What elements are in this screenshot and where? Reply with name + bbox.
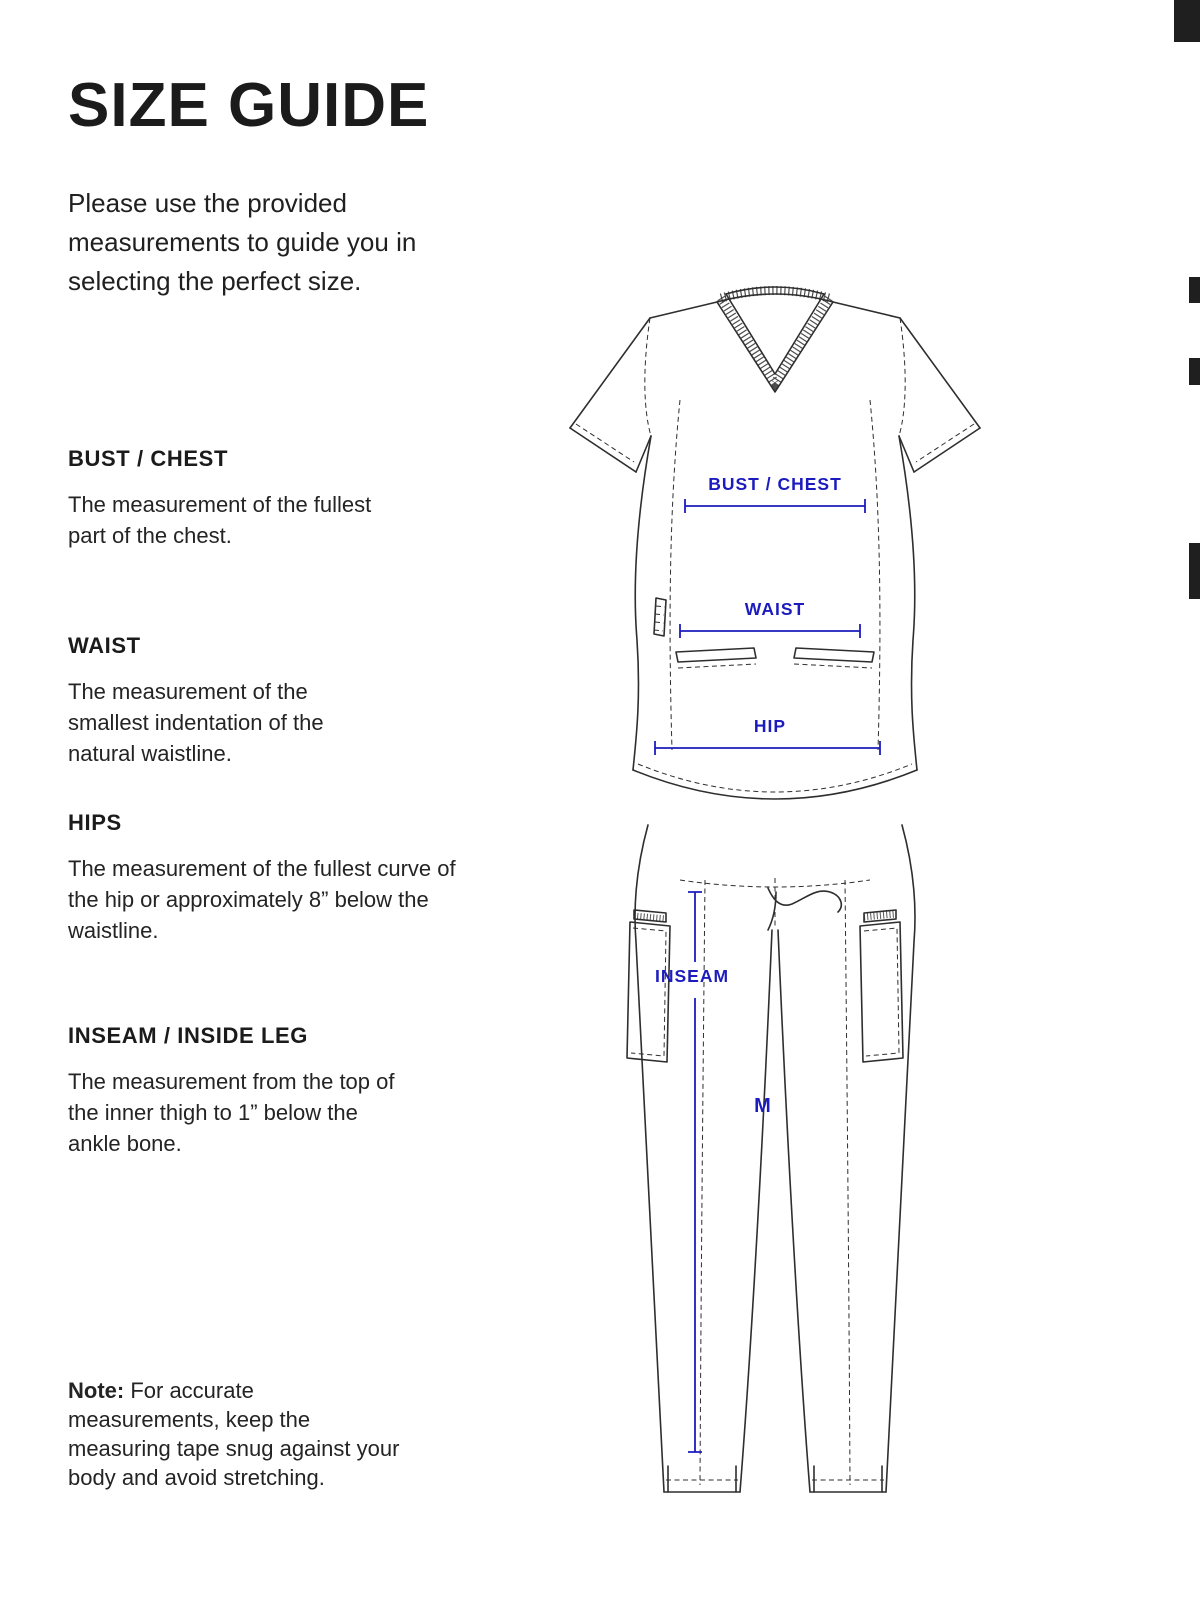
section-inseam	[68, 1023, 410, 1159]
waist-dimension-line	[680, 624, 860, 638]
page-edge-mark	[1189, 543, 1200, 599]
section-body: The measurement of the smallest indentation of the natural waistline.	[68, 679, 324, 766]
section-heading: BUST / CHEST	[68, 446, 228, 471]
page-edge-mark	[1174, 0, 1200, 42]
note-text: For accurate measurements, keep the measuring tape snug against your body and avoid stretching.	[68, 1378, 400, 1490]
section-heading: WAIST	[68, 633, 141, 658]
section-heading: HIPS	[68, 810, 122, 835]
waist-measurement-label: WAIST	[744, 599, 806, 619]
page-edge-mark	[1189, 358, 1200, 385]
section-body: The measurement from the top of the inner thigh to 1” below the ankle bone.	[68, 1069, 395, 1156]
inseam-measurement-label: INSEAM	[654, 966, 730, 986]
section-heading: INSEAM / INSIDE LEG	[68, 1023, 308, 1048]
section-waist	[68, 633, 380, 769]
measurement-annotations	[655, 474, 880, 1452]
scrub-pants-outline	[627, 825, 915, 1492]
section-hips	[68, 810, 460, 946]
page-title: SIZE GUIDE	[68, 71, 430, 140]
collar-ribbing	[721, 291, 829, 384]
section-body: The measurement of the fullest curve of the hip or approximately 8” below the waistline.	[68, 856, 456, 943]
section-bust	[68, 446, 380, 551]
bust-dimension-line	[685, 499, 865, 513]
pocket-tab-ribbing	[634, 914, 896, 919]
bust-measurement-label: BUST / CHEST	[708, 474, 842, 494]
measurement-note	[68, 1376, 406, 1492]
hip-measurement-label: HIP	[753, 716, 787, 736]
garment-diagram	[530, 280, 1000, 1540]
garment-diagram-svg	[530, 280, 1000, 1540]
page-edge-mark	[1189, 277, 1200, 303]
hip-dimension-line	[655, 741, 880, 755]
size-label: M	[754, 1095, 772, 1117]
section-body: The measurement of the fullest part of the chest.	[68, 492, 372, 548]
note-label: Note:	[68, 1378, 125, 1403]
intro-text: Please use the provided measurements to guide you in selecting the perfect size.	[68, 188, 417, 296]
